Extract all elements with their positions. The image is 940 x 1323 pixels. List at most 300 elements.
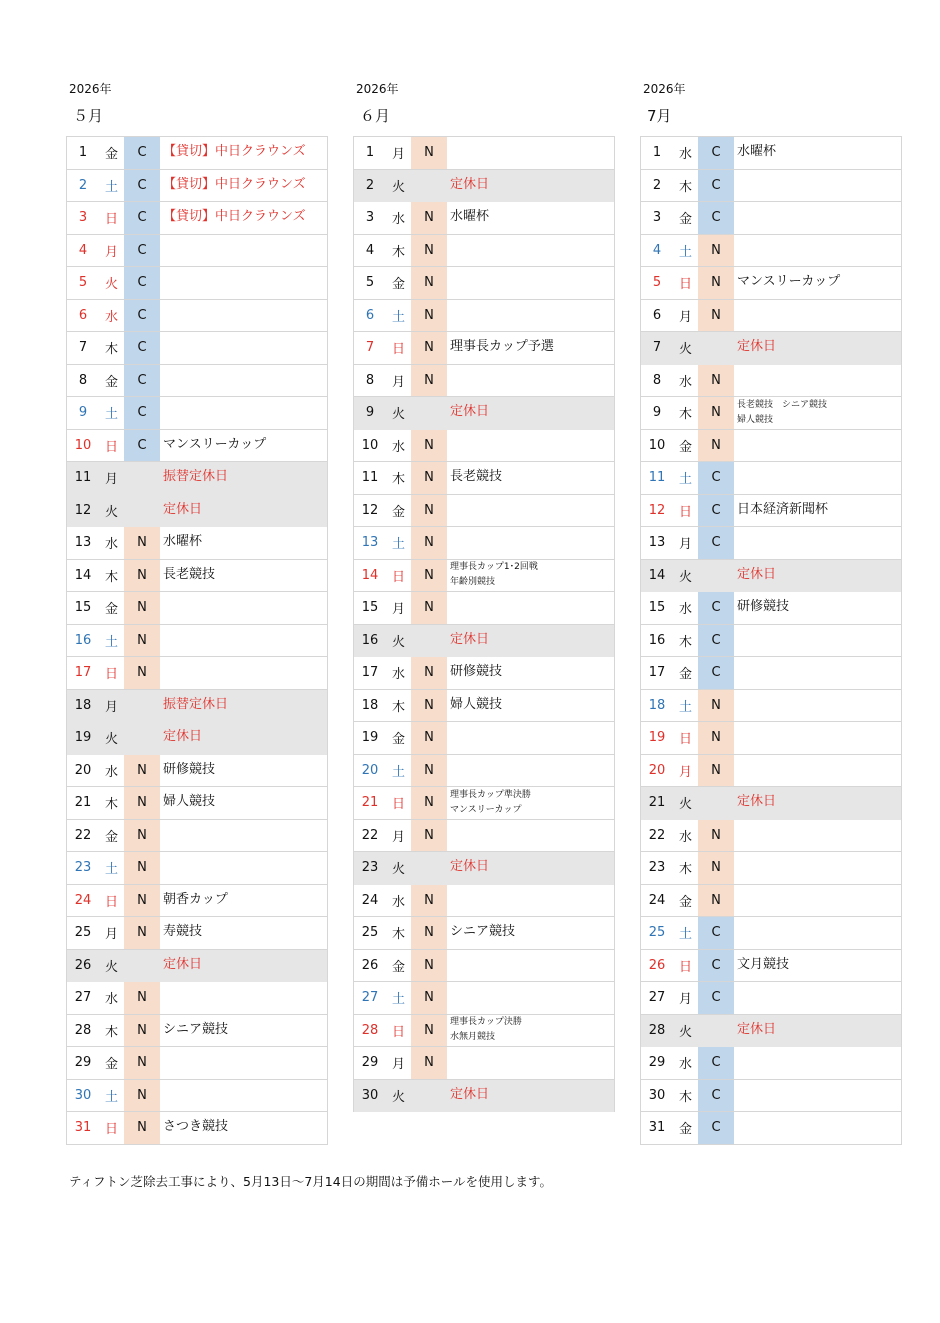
weekday: 水 [678, 374, 692, 390]
course-code: N [411, 495, 447, 527]
course-code: C [698, 462, 734, 494]
event-line: 年齢別競技 [450, 577, 496, 588]
day-number: 11 [74, 470, 92, 486]
weekday: 水 [391, 667, 405, 683]
weekday: 木 [678, 407, 692, 423]
event-cell [447, 1015, 614, 1047]
day-row [641, 950, 901, 983]
day-number: 10 [361, 437, 379, 453]
event-cell: さつき競技 [163, 1119, 229, 1135]
weekday: 日 [391, 569, 405, 585]
year-label: 2026年 [356, 82, 399, 96]
day-row [641, 852, 901, 885]
event-cell: シニア競技 [163, 1021, 229, 1037]
day-number: 17 [648, 665, 666, 681]
event-cell [447, 722, 614, 754]
course-code: C [698, 950, 734, 982]
month-may [66, 80, 328, 1145]
weekday: 水 [391, 212, 405, 228]
day-number: 7 [652, 340, 662, 356]
day-row [641, 267, 901, 300]
day-row [67, 365, 327, 398]
course-code: N [124, 917, 160, 949]
day-row [641, 1015, 901, 1048]
day-row [641, 657, 901, 690]
day-number: 19 [74, 730, 92, 746]
month-table [353, 136, 615, 1112]
event-cell [734, 722, 901, 754]
day-row [354, 267, 614, 300]
course-code: C [124, 267, 160, 299]
event-cell [160, 852, 327, 884]
day-row [354, 722, 614, 755]
day-row [354, 170, 614, 203]
weekday: 金 [104, 829, 118, 845]
event-cell: 定休日 [163, 956, 203, 972]
weekday: 土 [104, 407, 118, 423]
event-cell [447, 527, 614, 559]
month-title: ５月 [73, 107, 104, 125]
event-cell: 【貸切】中日クラウンズ [163, 144, 306, 160]
course-code: N [698, 690, 734, 722]
course-code: N [698, 722, 734, 754]
event-cell [447, 885, 614, 917]
day-row [354, 365, 614, 398]
event-cell [160, 657, 327, 689]
weekday: 火 [104, 732, 118, 748]
day-row [354, 690, 614, 723]
course-code: N [411, 1015, 447, 1047]
weekday: 火 [678, 1024, 692, 1040]
day-number: 27 [74, 990, 92, 1006]
course-code: N [124, 1080, 160, 1112]
course-code: N [411, 462, 447, 494]
day-number: 19 [361, 730, 379, 746]
day-number: 31 [648, 1120, 666, 1136]
day-number: 4 [652, 242, 662, 258]
day-row [641, 365, 901, 398]
day-number: 27 [361, 990, 379, 1006]
day-row [354, 852, 614, 885]
day-number: 25 [648, 925, 666, 941]
day-row [67, 885, 327, 918]
day-number: 9 [365, 405, 375, 421]
day-row [67, 657, 327, 690]
weekday: 金 [104, 1057, 118, 1073]
weekday: 木 [391, 927, 405, 943]
day-row [641, 787, 901, 820]
weekday: 月 [104, 927, 118, 943]
weekday: 火 [678, 797, 692, 813]
weekday: 水 [678, 1057, 692, 1073]
day-number: 22 [74, 827, 92, 843]
day-row [67, 787, 327, 820]
day-row [67, 690, 327, 723]
event-cell [160, 365, 327, 397]
day-row [67, 397, 327, 430]
weekday: 月 [678, 309, 692, 325]
day-number: 5 [652, 275, 662, 291]
weekday: 土 [104, 179, 118, 195]
day-row [67, 170, 327, 203]
course-code: C [124, 137, 160, 169]
course-code: N [698, 820, 734, 852]
day-number: 29 [648, 1055, 666, 1071]
month-july [640, 80, 902, 1145]
course-code: N [411, 787, 447, 819]
course-code: N [124, 755, 160, 787]
day-row [641, 430, 901, 463]
event-cell [160, 332, 327, 364]
day-row [641, 1112, 901, 1145]
event-cell: マンスリーカップ [163, 436, 267, 452]
day-row [354, 462, 614, 495]
weekday: 火 [391, 862, 405, 878]
weekday: 日 [104, 1122, 118, 1138]
day-row [67, 300, 327, 333]
course-code: C [698, 527, 734, 559]
course-code: N [411, 202, 447, 234]
event-cell [734, 430, 901, 462]
event-cell [160, 300, 327, 332]
weekday: 日 [104, 667, 118, 683]
event-cell [734, 820, 901, 852]
weekday: 土 [104, 634, 118, 650]
day-row [67, 495, 327, 528]
event-cell: 日本経済新聞杯 [737, 501, 829, 517]
event-cell: シニア競技 [450, 924, 516, 940]
day-number: 16 [361, 632, 379, 648]
weekday: 月 [104, 472, 118, 488]
day-number: 5 [365, 275, 375, 291]
course-code: N [411, 917, 447, 949]
weekday: 金 [391, 732, 405, 748]
day-row [354, 950, 614, 983]
course-code: C [698, 137, 734, 169]
weekday: 日 [391, 342, 405, 358]
day-number: 23 [648, 860, 666, 876]
event-cell [734, 852, 901, 884]
weekday: 水 [391, 439, 405, 455]
weekday: 土 [678, 927, 692, 943]
day-number: 30 [648, 1087, 666, 1103]
day-number: 8 [652, 372, 662, 388]
event-cell: 寿競技 [163, 924, 203, 940]
event-cell [734, 170, 901, 202]
event-cell: 定休日 [163, 729, 203, 745]
course-code: N [411, 885, 447, 917]
event-line: 長老競技 シニア競技 [737, 399, 828, 410]
weekday: 日 [391, 1024, 405, 1040]
weekday: 木 [391, 699, 405, 715]
day-number: 30 [74, 1087, 92, 1103]
course-code [124, 690, 160, 722]
day-row [641, 1080, 901, 1113]
course-code: N [124, 1015, 160, 1047]
weekday: 木 [104, 797, 118, 813]
day-number: 29 [361, 1055, 379, 1071]
course-code: N [411, 755, 447, 787]
course-code: N [411, 722, 447, 754]
event-line: 水無月競技 [450, 1032, 496, 1043]
day-number: 6 [78, 307, 88, 323]
course-code [124, 495, 160, 527]
course-code: N [411, 982, 447, 1014]
day-number: 27 [648, 990, 666, 1006]
course-code [698, 332, 734, 364]
weekday: 木 [678, 1089, 692, 1105]
day-number: 8 [78, 372, 88, 388]
course-code: N [124, 820, 160, 852]
course-code: N [411, 820, 447, 852]
course-code: C [698, 1047, 734, 1079]
course-code: C [124, 332, 160, 364]
course-code [411, 397, 447, 429]
event-cell [734, 397, 901, 429]
event-cell [734, 1080, 901, 1112]
event-cell [447, 787, 614, 819]
day-number: 13 [361, 535, 379, 551]
weekday: 金 [104, 147, 118, 163]
weekday: 月 [104, 244, 118, 260]
course-code: N [698, 365, 734, 397]
course-code: C [698, 202, 734, 234]
event-cell [160, 1047, 327, 1079]
day-number: 10 [74, 437, 92, 453]
day-number: 13 [74, 535, 92, 551]
event-cell: 定休日 [450, 631, 490, 647]
event-cell [160, 820, 327, 852]
weekday: 火 [104, 959, 118, 975]
day-row [641, 820, 901, 853]
day-row [641, 235, 901, 268]
event-cell: 振替定休日 [163, 696, 229, 712]
course-code: N [411, 560, 447, 592]
course-code: C [698, 170, 734, 202]
day-row [641, 202, 901, 235]
course-code: N [698, 430, 734, 462]
day-number: 30 [361, 1087, 379, 1103]
weekday: 火 [391, 179, 405, 195]
event-cell [447, 820, 614, 852]
day-row [354, 202, 614, 235]
day-number: 15 [361, 600, 379, 616]
day-number: 17 [361, 665, 379, 681]
day-number: 23 [74, 860, 92, 876]
weekday: 月 [391, 1057, 405, 1073]
course-code: N [698, 235, 734, 267]
day-row [67, 755, 327, 788]
day-row [641, 592, 901, 625]
weekday: 日 [104, 894, 118, 910]
course-code: N [411, 430, 447, 462]
course-code: N [698, 300, 734, 332]
day-number: 21 [74, 795, 92, 811]
course-code: C [698, 592, 734, 624]
day-row [67, 560, 327, 593]
day-row [641, 332, 901, 365]
course-code: N [698, 885, 734, 917]
day-number: 5 [78, 275, 88, 291]
day-row [641, 982, 901, 1015]
event-cell [734, 917, 901, 949]
event-line: 理事長カップ準決勝 [450, 789, 531, 800]
day-number: 26 [74, 957, 92, 973]
event-cell: 振替定休日 [163, 469, 229, 485]
day-row [641, 1047, 901, 1080]
day-number: 3 [652, 210, 662, 226]
day-row [67, 625, 327, 658]
footnote: ティフトン芝除去工事により、5月13日〜7月14日の期間は予備ホールを使用します。 [69, 1174, 552, 1189]
event-cell [734, 300, 901, 332]
course-code: C [124, 365, 160, 397]
day-number: 18 [648, 697, 666, 713]
event-cell: 【貸切】中日クラウンズ [163, 209, 306, 225]
weekday: 火 [678, 342, 692, 358]
event-cell: 定休日 [450, 176, 490, 192]
weekday: 水 [678, 602, 692, 618]
event-cell: 水曜杯 [163, 534, 203, 550]
day-row [67, 917, 327, 950]
weekday: 水 [678, 829, 692, 845]
day-row [354, 495, 614, 528]
day-row [67, 722, 327, 755]
course-code: N [124, 527, 160, 559]
day-row [641, 137, 901, 170]
day-number: 1 [365, 145, 375, 161]
event-cell [447, 560, 614, 592]
course-code [411, 1080, 447, 1112]
day-row [67, 430, 327, 463]
event-cell [734, 527, 901, 559]
day-row [354, 917, 614, 950]
weekday: 土 [104, 862, 118, 878]
day-row [67, 332, 327, 365]
day-number: 26 [648, 957, 666, 973]
day-row [354, 885, 614, 918]
course-code: N [124, 1112, 160, 1144]
event-cell [734, 982, 901, 1014]
event-cell [160, 235, 327, 267]
weekday: 金 [678, 667, 692, 683]
day-number: 24 [648, 892, 666, 908]
event-cell: 定休日 [737, 566, 777, 582]
weekday: 土 [678, 472, 692, 488]
weekday: 土 [104, 1089, 118, 1105]
day-row [67, 1080, 327, 1113]
event-cell: 定休日 [450, 404, 490, 420]
course-code: C [124, 235, 160, 267]
day-number: 18 [361, 697, 379, 713]
weekday: 木 [391, 244, 405, 260]
day-row [354, 1080, 614, 1113]
course-code: N [411, 527, 447, 559]
weekday: 木 [678, 862, 692, 878]
event-cell [447, 495, 614, 527]
course-code: N [698, 852, 734, 884]
weekday: 日 [678, 732, 692, 748]
weekday: 火 [391, 407, 405, 423]
weekday: 木 [104, 1024, 118, 1040]
event-cell: 長老競技 [163, 566, 216, 582]
course-code: C [124, 397, 160, 429]
day-row [354, 1047, 614, 1080]
course-code [698, 1015, 734, 1047]
day-number: 2 [652, 177, 662, 193]
course-code: N [124, 982, 160, 1014]
event-cell [734, 1112, 901, 1144]
day-number: 2 [365, 177, 375, 193]
event-cell [447, 267, 614, 299]
day-number: 12 [648, 502, 666, 518]
event-cell: 水曜杯 [737, 144, 777, 160]
course-code: N [124, 885, 160, 917]
weekday: 日 [678, 504, 692, 520]
event-line: 理事長カップ1･2回戦 [450, 562, 538, 573]
event-cell [447, 982, 614, 1014]
day-number: 8 [365, 372, 375, 388]
weekday: 木 [678, 179, 692, 195]
event-cell: 婦人競技 [450, 696, 503, 712]
event-cell [734, 202, 901, 234]
day-row [67, 592, 327, 625]
course-code [124, 462, 160, 494]
weekday: 金 [104, 602, 118, 618]
event-cell: 文月競技 [737, 956, 790, 972]
day-row [641, 462, 901, 495]
day-number: 21 [361, 795, 379, 811]
day-number: 17 [74, 665, 92, 681]
course-code: N [411, 332, 447, 364]
day-number: 25 [74, 925, 92, 941]
weekday: 月 [678, 764, 692, 780]
event-cell [447, 235, 614, 267]
day-row [67, 1015, 327, 1048]
event-cell [734, 657, 901, 689]
day-row [67, 202, 327, 235]
day-number: 7 [365, 340, 375, 356]
day-row [641, 560, 901, 593]
month-title: ６月 [360, 107, 391, 125]
event-cell: 長老競技 [450, 469, 503, 485]
course-code: C [124, 430, 160, 462]
weekday: 木 [678, 634, 692, 650]
event-cell: 婦人競技 [163, 794, 216, 810]
course-code: C [698, 625, 734, 657]
event-cell: 朝香カップ [163, 891, 228, 907]
day-number: 1 [78, 145, 88, 161]
weekday: 金 [678, 1122, 692, 1138]
weekday: 土 [678, 244, 692, 260]
course-code: N [124, 657, 160, 689]
event-line: 理事長カップ決勝 [450, 1017, 522, 1028]
day-number: 6 [365, 307, 375, 323]
event-cell [734, 365, 901, 397]
day-row [354, 1015, 614, 1048]
weekday: 水 [391, 894, 405, 910]
month-june [353, 80, 615, 1112]
event-cell [734, 755, 901, 787]
weekday: 土 [391, 309, 405, 325]
course-code: N [411, 137, 447, 169]
day-row [641, 300, 901, 333]
weekday: 土 [391, 764, 405, 780]
weekday: 土 [678, 699, 692, 715]
weekday: 火 [391, 634, 405, 650]
day-row [67, 1047, 327, 1080]
day-row [354, 560, 614, 593]
weekday: 金 [678, 212, 692, 228]
